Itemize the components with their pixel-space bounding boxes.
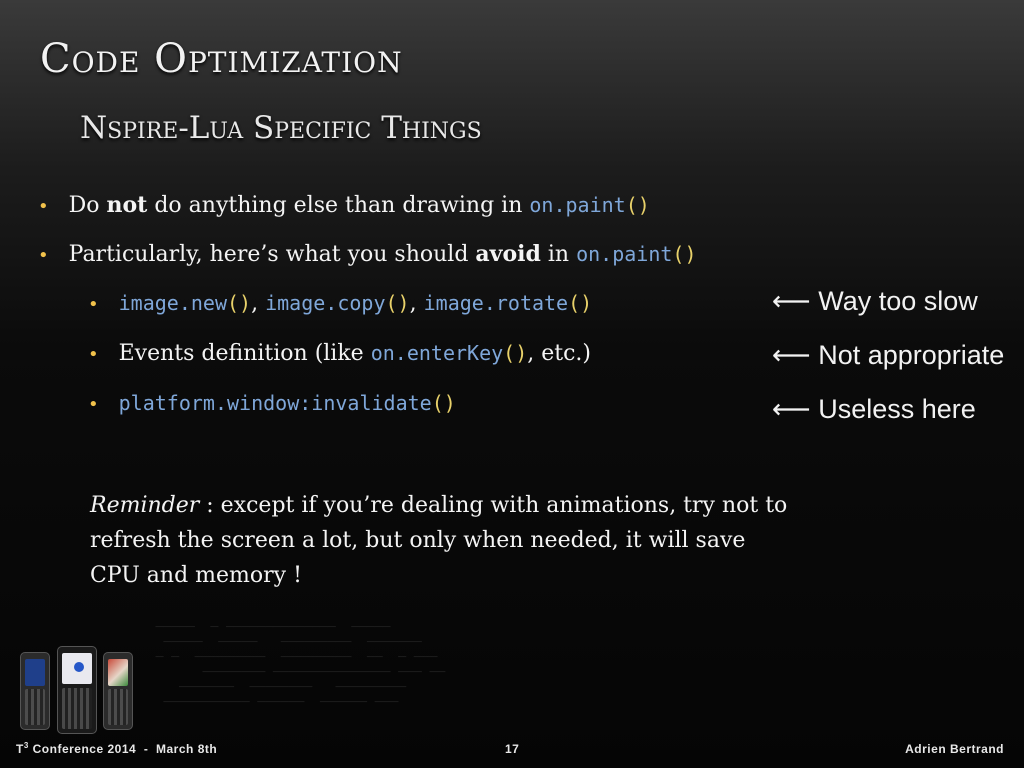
- reminder-paragraph: Reminder : except if you’re dealing with animations, try not to refresh the screen a lot, but only when needed, it will save CPU and memory !: [90, 493, 788, 588]
- bullet-dot-icon: •: [38, 245, 49, 266]
- bullet-dot-icon: •: [88, 294, 99, 315]
- note-useless-here: ⟵ Useless here: [772, 394, 976, 424]
- note-not-appropriate: ⟵ Not appropriate: [772, 340, 1005, 370]
- sub-bullet-invalidate: • platform.window:invalidate(): [88, 391, 456, 415]
- slide-subtitle: Nspire-Lua Specific Things: [80, 110, 482, 146]
- note-way-too-slow: ⟵ Way too slow: [772, 286, 978, 316]
- calculator-icon: [57, 646, 97, 734]
- emphasis-not: not: [106, 192, 148, 218]
- bullet-dot-icon: •: [38, 196, 49, 217]
- code-on-paint: on.paint: [529, 193, 626, 217]
- sub-bullet-events: • Events definition (like on.enterKey(), etc.): [88, 341, 591, 366]
- calculator-icon: [20, 652, 50, 730]
- sub-bullet-image-functions: • image.new(), image.copy(), image.rotate(): [88, 291, 593, 316]
- footer-conference: $T^3$ Conference 2014 - March 8th: [16, 741, 218, 756]
- footer-author: Adrien Bertrand: [905, 742, 1004, 756]
- reminder-label: Reminder: [90, 493, 200, 518]
- bullet-dot-icon: •: [88, 394, 99, 415]
- bullet-2: • Particularly, here’s what you should avoid in on.paint(): [38, 241, 697, 267]
- bullet-dot-icon: •: [88, 344, 99, 365]
- bullet-1: • Do not do anything else than drawing in on.paint(): [38, 192, 650, 218]
- emphasis-avoid: avoid: [475, 241, 541, 267]
- calculator-icon: [103, 652, 133, 730]
- code-background-decoration: ───── ─ ────────────── ───── ───── ───── ───────── ─────── ─ ─ ───────── ───────── ── ─ ─── ──────── ─────────────── ─── ── ─────── ──────── ───────── ─────────── ────── ────── ───: [155, 620, 446, 710]
- slide-title: Code Optimization: [40, 36, 403, 82]
- code-on-paint: on.paint: [576, 242, 673, 266]
- page-number: 17: [505, 742, 520, 756]
